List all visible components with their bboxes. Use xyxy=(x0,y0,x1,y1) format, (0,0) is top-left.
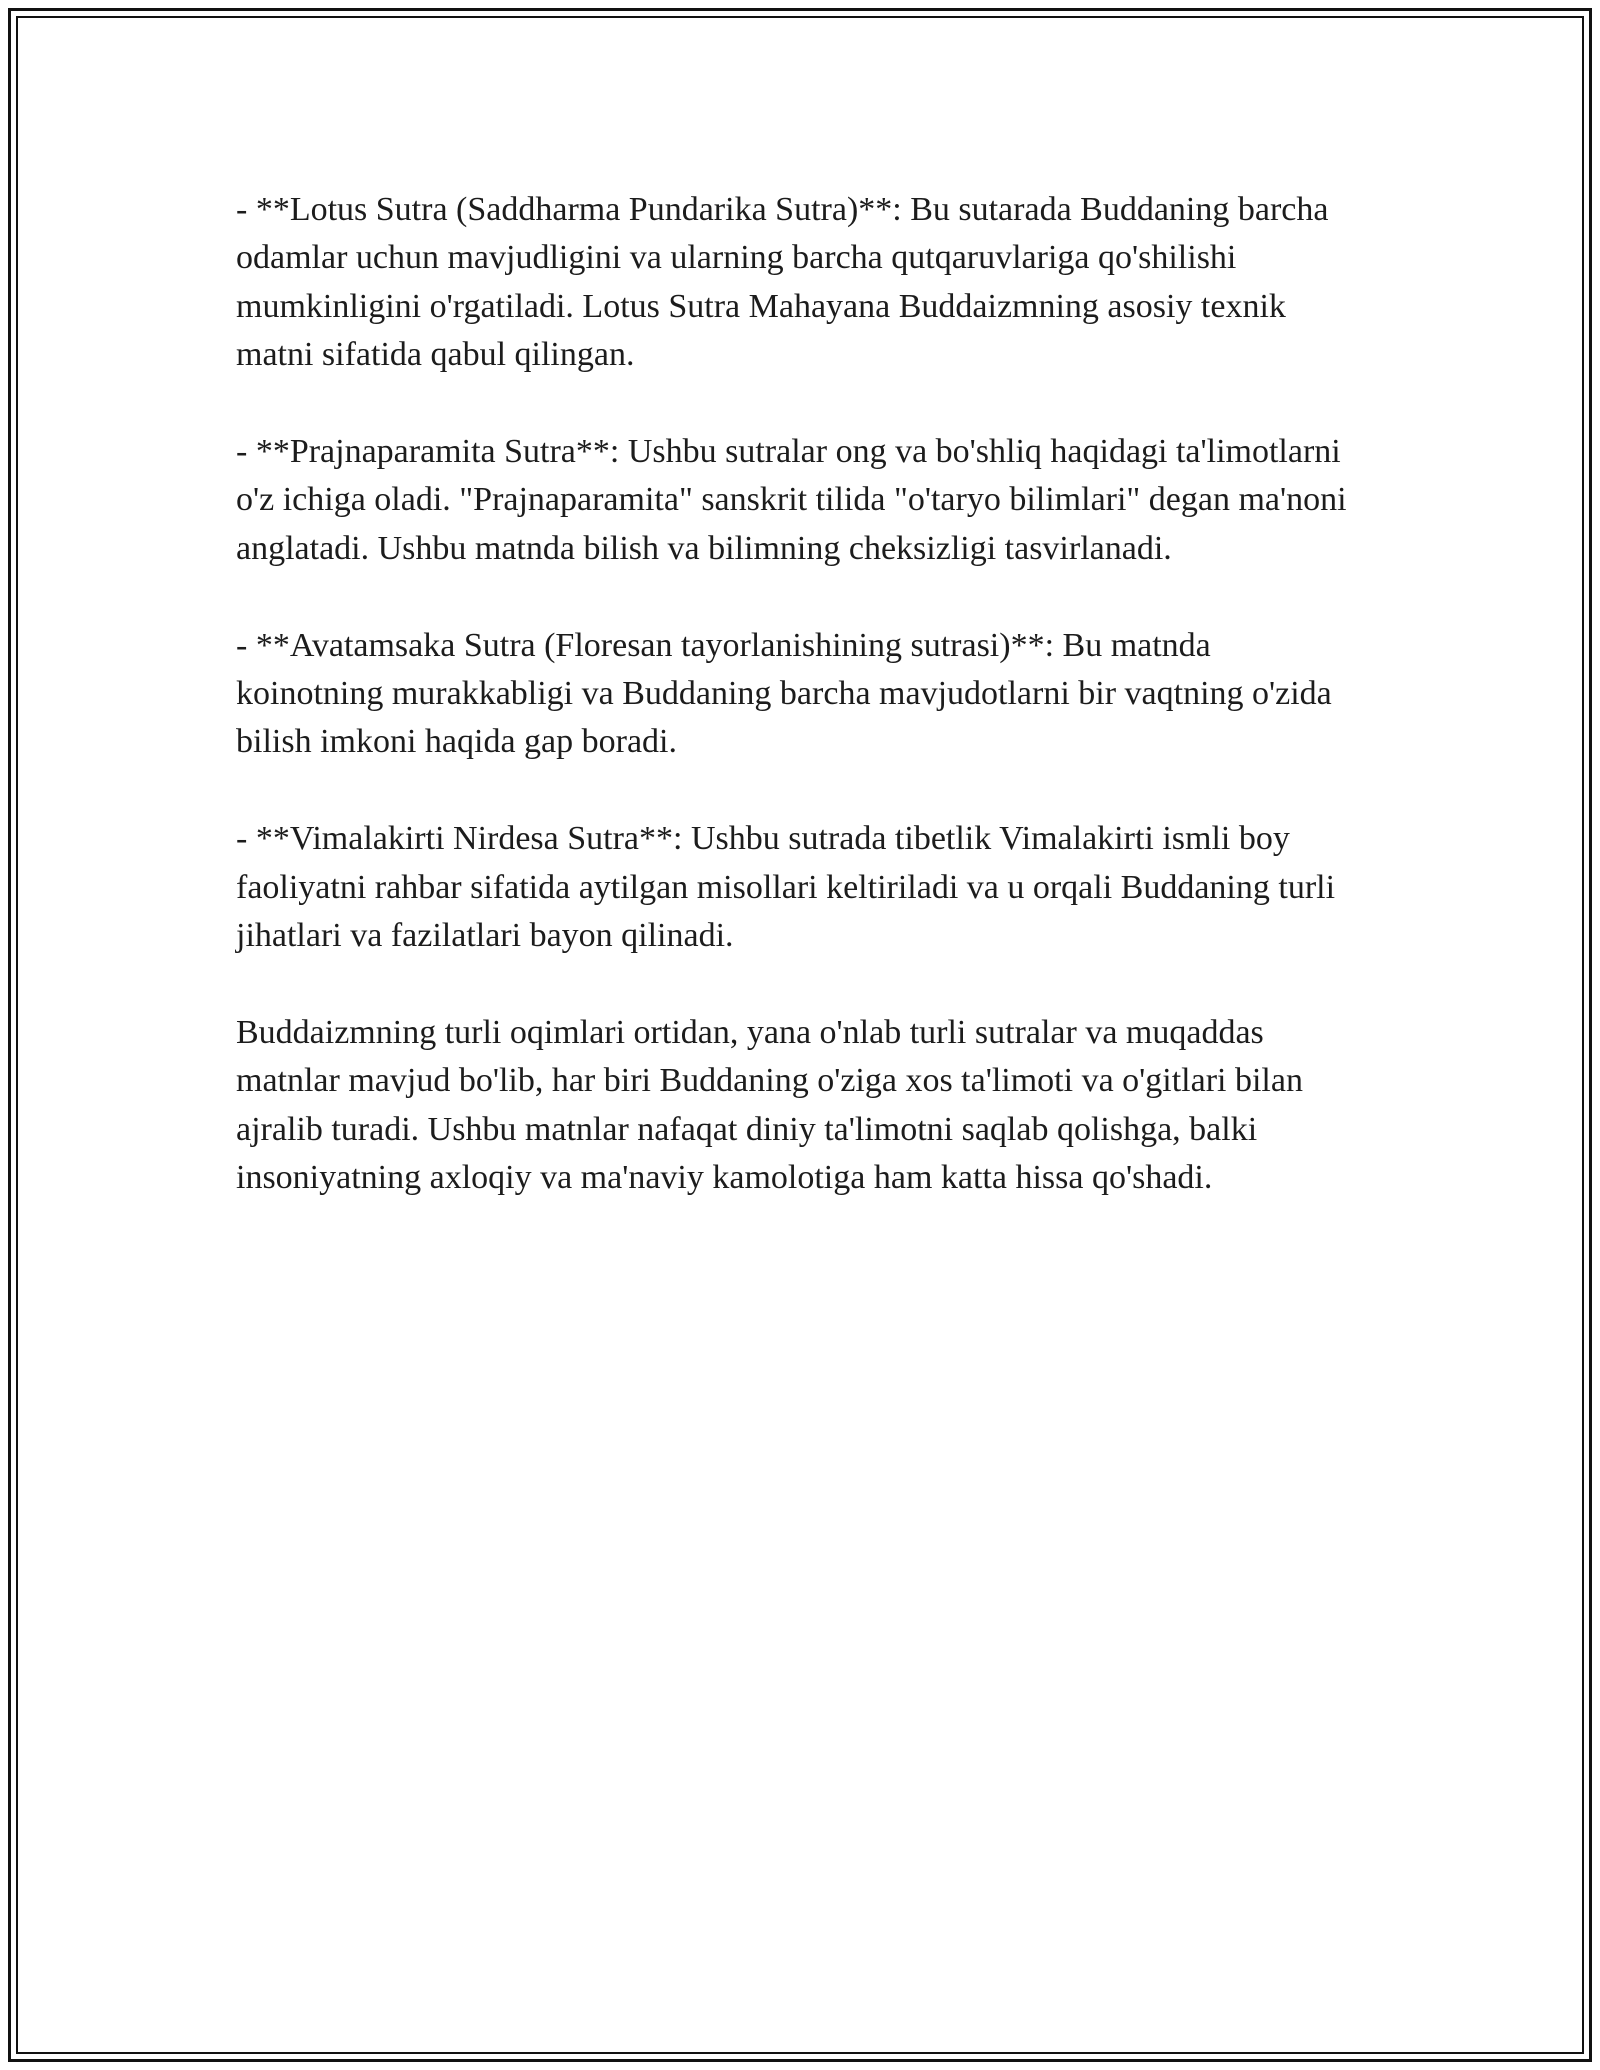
paragraph-lotus-sutra: - **Lotus Sutra (Saddharma Pundarika Sutra)**: Bu sutarada Buddaning barcha odamlar uchun mavjudligini va ularning barcha qutqaruvlariga qo'shilishi mumkinligini o'rgatiladi. Lotus Sutra Mahayana Buddaizmning asosiy texnik matni sifatida qabul qilingan. xyxy=(236,191,1329,374)
paragraph-avatamsaka-sutra: - **Avatamsaka Sutra (Floresan tayorlanishining sutrasi)**: Bu matnda koinotning murakkabligi va Buddaning barcha mavjudotlarni bir vaqtning o'zida bilish imkoni haqida gap boradi. xyxy=(236,626,1332,761)
paragraph-vimalakirti-sutra: - **Vimalakirti Nirdesa Sutra**: Ushbu sutrada tibetlik Vimalakirti ismli boy faoliyatni rahbar sifatida aytilgan misollari keltiriladi va u orqali Buddaning turli jihatlari va fazilatlari bayon qilinadi. xyxy=(236,820,1336,955)
paragraph-conclusion: Buddaizmning turli oqimlari ortidan, yana o'nlab turli sutralar va muqaddas matnlar mavjud bo'lib, har biri Buddaning o'ziga xos ta'limoti va o'gitlari bilan ajralib turadi. Ushbu matnlar nafaqat diniy ta'limotni saqlab qolishga, balki insoniyatning axloqiy va ma'naviy kamolotiga ham katta hissa qo'shadi. xyxy=(236,1013,1303,1197)
document-body xyxy=(236,186,1366,1251)
paragraph-prajnaparamita-sutra: - **Prajnaparamita Sutra**: Ushbu sutralar ong va bo'shliq haqidagi ta'limotlarni o'z ichiga oladi. "Prajnaparamita" sanskrit tilida "o'taryo bilimlari" degan ma'noni anglatadi. Ushbu matnda bilish va bilimning cheksizligi tasvirlanadi. xyxy=(236,433,1347,567)
